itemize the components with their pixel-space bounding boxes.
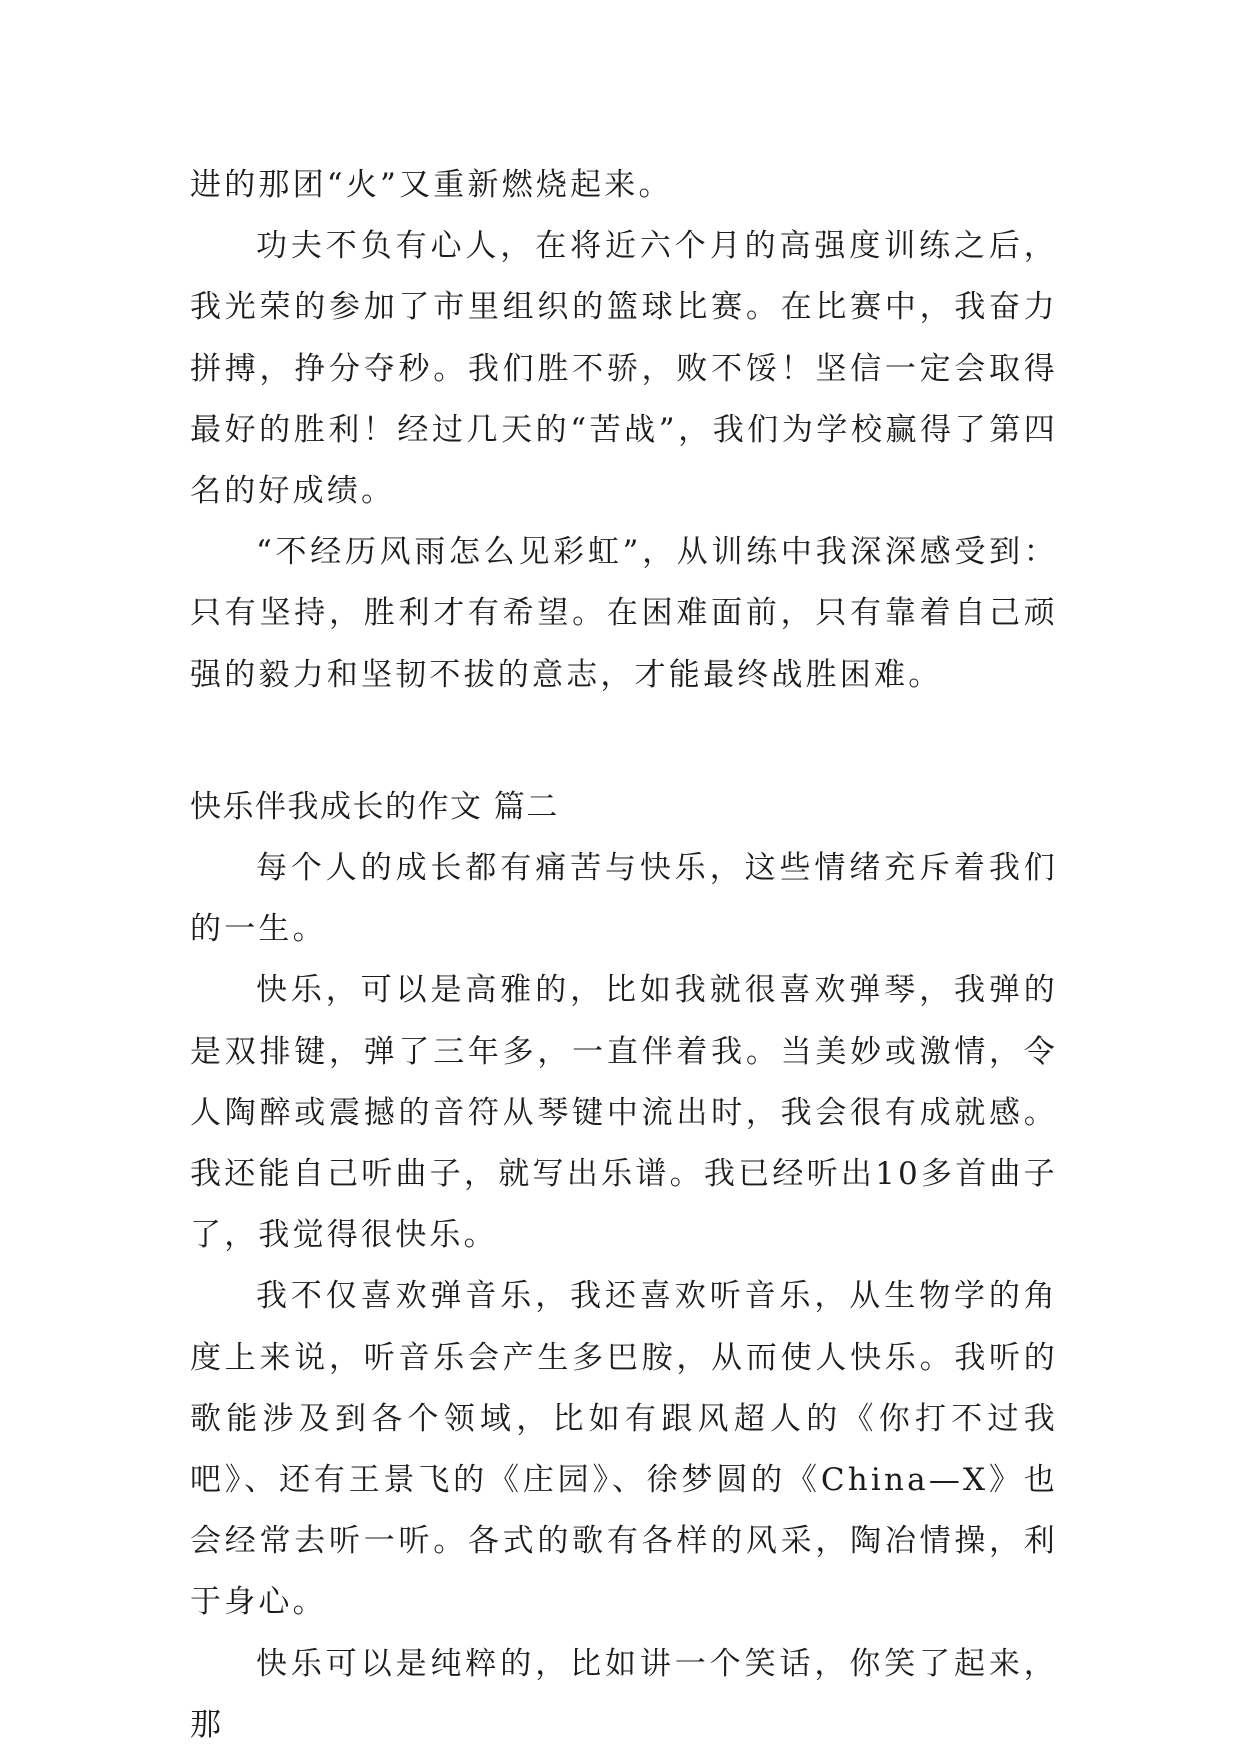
paragraph-continuation: 进的那团“火”又重新燃烧起来。: [190, 167, 673, 203]
document-page: [190, 155, 1058, 1756]
paragraph-growth-intro: 每个人的成长都有痛苦与快乐，这些情绪充斥着我们的一生。: [190, 850, 1058, 948]
paragraph-music-listening: 我不仅喜欢弹音乐，我还喜欢听音乐，从生物学的角度上来说，听音乐会产生多巴胺，从而使人快乐。我听的歌能涉及到各个领域，比如有跟风超人的《你打不过我吧》、还有王景飞的《庄园》、徐梦圆的《China—X》也会经常去听一听。各式的歌有各样的风采，陶冶情操，利于身心。: [190, 1278, 1058, 1621]
paragraph-rainbow-quote: “不经历风雨怎么见彩虹”，从训练中我深深感受到：只有坚持，胜利才有希望。在困难面前，只有靠着自己顽强的毅力和坚韧不拔的意志，才能最终战胜困难。: [190, 534, 1058, 693]
paragraph-training-result: 功夫不负有心人，在将近六个月的高强度训练之后，我光荣的参加了市里组织的篮球比赛。在比赛中，我奋力拼搏，挣分夺秒。我们胜不骄，败不馁！坚信一定会取得最好的胜利！经过几天的“苦战”，我们为学校赢得了第四名的好成绩。: [190, 228, 1058, 510]
paragraph-piano: 快乐，可以是高雅的，比如我就很喜欢弹琴，我弹的是双排键，弹了三年多，一直伴着我。当美妙或激情，令人陶醉或震撼的音符从琴键中流出时，我会很有成就感。我还能自己听曲子，就写出乐谱。我已经听出10多首曲子了，我觉得很快乐。: [190, 972, 1058, 1254]
section-heading: 快乐伴我成长的作文 篇二: [190, 788, 559, 825]
paragraph-joke: 快乐可以是纯粹的，比如讲一个笑话，你笑了起来，那: [190, 1645, 1058, 1743]
